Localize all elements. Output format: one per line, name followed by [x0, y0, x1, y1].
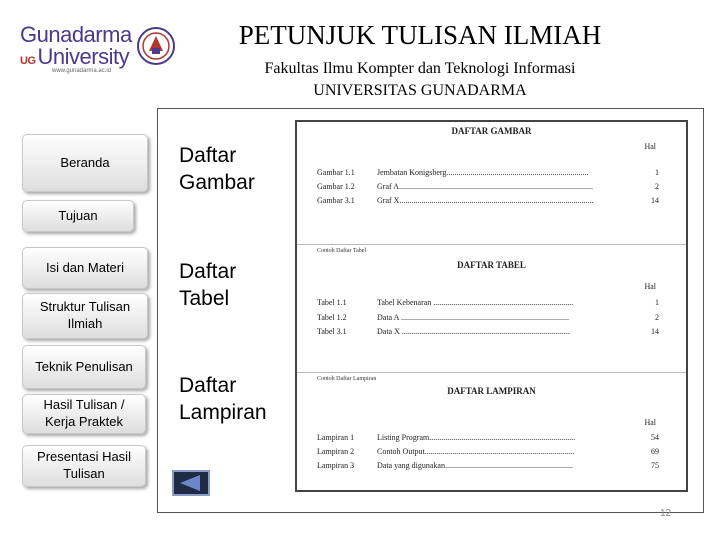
slide-number: 12 — [660, 508, 672, 519]
nav-beranda-button[interactable]: Beranda — [22, 134, 148, 192]
nav-isi-materi-button[interactable]: Isi dan Materi — [22, 247, 148, 289]
row-text: Jembatan Konigsberg....................................................................... — [377, 168, 589, 177]
row-number: Lampiran 3 — [317, 461, 355, 470]
doc-gambar-row — [317, 196, 659, 205]
row-number: Tabel 1.2 — [317, 313, 347, 322]
label-daftar-lampiran: Daftar Lampiran — [179, 374, 267, 425]
nav-teknik-penulisan-button[interactable]: Teknik Penulisan — [22, 345, 146, 389]
back-button[interactable] — [172, 470, 210, 496]
row-number: Tabel 3.1 — [317, 327, 347, 336]
nav-tujuan-button[interactable]: Tujuan — [22, 200, 134, 232]
row-number: Gambar 1.2 — [317, 182, 355, 191]
doc-tabel-caption: Contoh Daftar Tabel — [317, 248, 367, 254]
row-text: Tabel Kebenaran ...................................................................... — [377, 298, 574, 307]
row-page: 2 — [655, 182, 659, 191]
logo-university — [20, 44, 129, 70]
nav-hasil-tulisan-button[interactable]: Hasil Tulisan / Kerja Praktek — [22, 394, 146, 434]
doc-lampiran-title: DAFTAR LAMPIRAN — [447, 386, 536, 396]
row-text: Data X .................................................................................... — [377, 327, 570, 336]
row-page: 2 — [655, 313, 659, 322]
doc-tabel-row — [317, 298, 659, 307]
logo-name: Gunadarma — [20, 22, 132, 47]
doc-tabel-row — [317, 313, 659, 322]
row-page: 14 — [651, 327, 659, 336]
logo-url: www.gunadarma.ac.id — [52, 68, 112, 74]
page-title: PETUNJUK TULISAN ILMIAH — [238, 20, 602, 50]
row-page: 75 — [651, 461, 659, 470]
example-document — [295, 120, 688, 492]
doc-divider — [297, 372, 686, 373]
doc-gambar-hal: Hal — [644, 142, 656, 151]
doc-gambar-row — [317, 168, 659, 177]
row-page: 54 — [651, 433, 659, 442]
doc-gambar-row — [317, 182, 659, 191]
doc-tabel-row — [317, 327, 659, 336]
row-text: Listing Program......................................................................... — [377, 433, 576, 442]
doc-lampiran-caption: Contoh Daftar Lampiran — [317, 376, 377, 382]
logo-ug-mark: UG — [20, 55, 36, 67]
doc-tabel-hal: Hal — [644, 282, 656, 291]
row-number: Gambar 3.1 — [317, 196, 355, 205]
label-daftar-gambar: Daftar Gambar — [179, 144, 255, 195]
university-subtitle: UNIVERSITAS GUNADARMA — [313, 82, 527, 99]
gunadarma-logo — [14, 18, 164, 78]
row-text: Data A .................................................................................... — [377, 313, 569, 322]
doc-lampiran-row — [317, 433, 659, 442]
doc-tabel-title: DAFTAR TABEL — [457, 260, 526, 270]
row-page: 14 — [651, 196, 659, 205]
doc-lampiran-hal: Hal — [644, 418, 656, 427]
row-number: Tabel 1.1 — [317, 298, 347, 307]
row-page: 1 — [655, 298, 659, 307]
doc-lampiran-row — [317, 461, 659, 470]
doc-gambar-title: DAFTAR GAMBAR — [451, 126, 532, 136]
row-number: Gambar 1.1 — [317, 168, 355, 177]
faculty-subtitle: Fakultas Ilmu Kompter dan Teknologi Informasi — [264, 60, 576, 77]
row-number: Lampiran 2 — [317, 447, 355, 456]
nav-struktur-tulisan-button[interactable]: Struktur Tulisan Ilmiah — [22, 293, 148, 339]
university-seal-icon — [136, 26, 176, 66]
back-arrow-icon — [176, 473, 206, 493]
row-text: Contoh Output........................................................................... — [377, 447, 575, 456]
nav-presentasi-button[interactable]: Presentasi Hasil Tulisan — [22, 445, 146, 487]
label-daftar-tabel: Daftar Tabel — [179, 260, 237, 311]
row-text: Graf X................................................................................................. — [377, 196, 594, 205]
row-page: 69 — [651, 447, 659, 456]
logo-university-text: University — [37, 44, 130, 69]
doc-lampiran-row — [317, 447, 659, 456]
row-page: 1 — [655, 168, 659, 177]
row-text: Data yang digunakan................................................................ — [377, 461, 573, 470]
doc-divider — [297, 244, 686, 245]
row-text: Graf A................................................................................................. — [377, 182, 593, 191]
row-number: Lampiran 1 — [317, 433, 355, 442]
